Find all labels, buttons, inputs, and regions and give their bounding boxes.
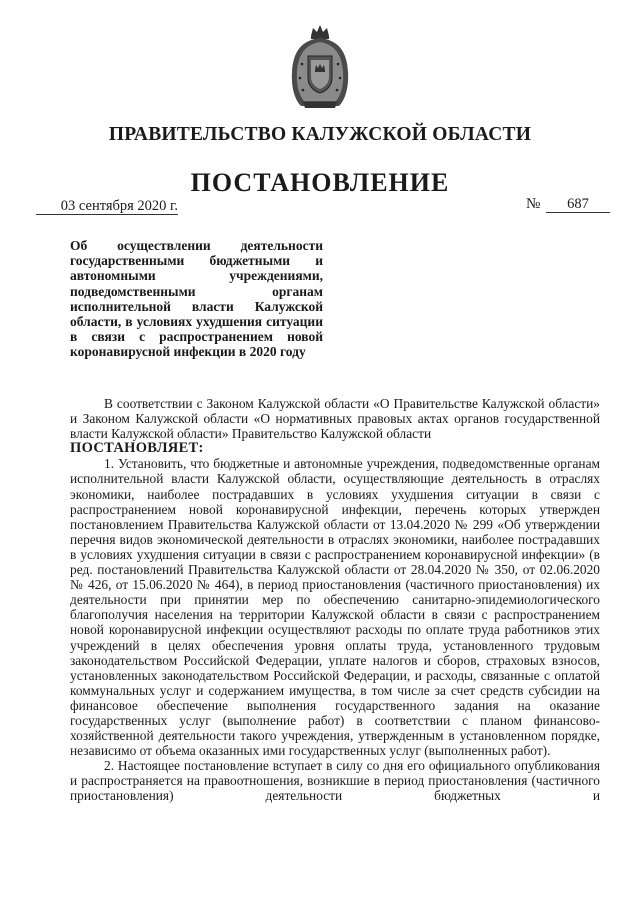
paragraph-1: 1. Установить, что бюджетные и автономные учреждения, подведомственные органам исполнительной власти Калужской области, осуществляющие деятельность в отраслях экономики, наиболее пострадавших в условиях ухудшения ситуации в связи с распространением новой коронавирусной инфекции, перечень которых утвержден постановлением Правительства Калужской области от 13.04.2020 № 299 «Об утверждении перечня видов экономической деятельности в отраслях экономики, наиболее пострадавших в условиях ухудшения ситуации в связи с распространением коронавирусной инфекции» (в ред. постановлений Правительства Калужской области от 28.04.2020 № 350, от 02.06.2020 № 426, от 15.06.2020 № 464), в период приостановления (частичного приостановления) их деятельности при принятии мер по обеспечению санитарно-эпидемиологического благополучия населения на территории Калужской области в связи с распространением новой коронавирусной инфекции осуществляют расходы по оплате труда работников этих учреждений в целях обеспечения уровня оплаты труда, установленного трудовым законодательством Российской Федерации, уплате налогов и сборов, страховых взносов, установленных законодательством Российской Федерации, и расходы, связанные с оплатой коммунальных услуг и содержанием имущества, в том числе за счет средств субсидии на финансовое обеспечение выполнения государственного задания на оказание государственных услуг (выполнение работ) в соответствии с планом финансово-хозяйственной деятельности такого учреждения, утвержденным в установленном порядке, независимо от объема оказанных ими государственных услуг (выполненных работ). xyxy=(70,456,600,759)
government-title: ПРАВИТЕЛЬСТВО КАЛУЖСКОЙ ОБЛАСТИ xyxy=(108,124,532,145)
coat-of-arms-icon xyxy=(289,22,351,110)
document-type-heading: ПОСТАНОВЛЕНИЕ xyxy=(190,168,450,197)
document-number-label: № xyxy=(526,196,541,212)
document-date: 03 сентября 2020 г. xyxy=(36,199,178,215)
document-body xyxy=(70,396,600,804)
paragraph-2: 2. Настоящее постановление вступает в силу со дня его официального опубликования и распространяется на правоотношения, возникшие в период приостановления (частичного приостановления) деятельности бюджетных и xyxy=(70,758,600,804)
document-subject: Об осуществлении деятельности государственными бюджетными и автономными учреждениями, подведомственными органам исполнительной власти Калужской области, в условиях ухудшения ситуации в связи с распространением новой коронавирусной инфекции в 2020 году xyxy=(70,238,323,360)
document-number: 687 xyxy=(546,197,610,213)
preamble-paragraph: В соответствии с Законом Калужской области «О Правительстве Калужской области» и Законом Калужской области «О нормативных правовых актах органов государственной власти Калужской области» Правительство Калужской области xyxy=(70,396,600,442)
decree-word: ПОСТАНОВЛЯЕТ: xyxy=(70,440,204,457)
